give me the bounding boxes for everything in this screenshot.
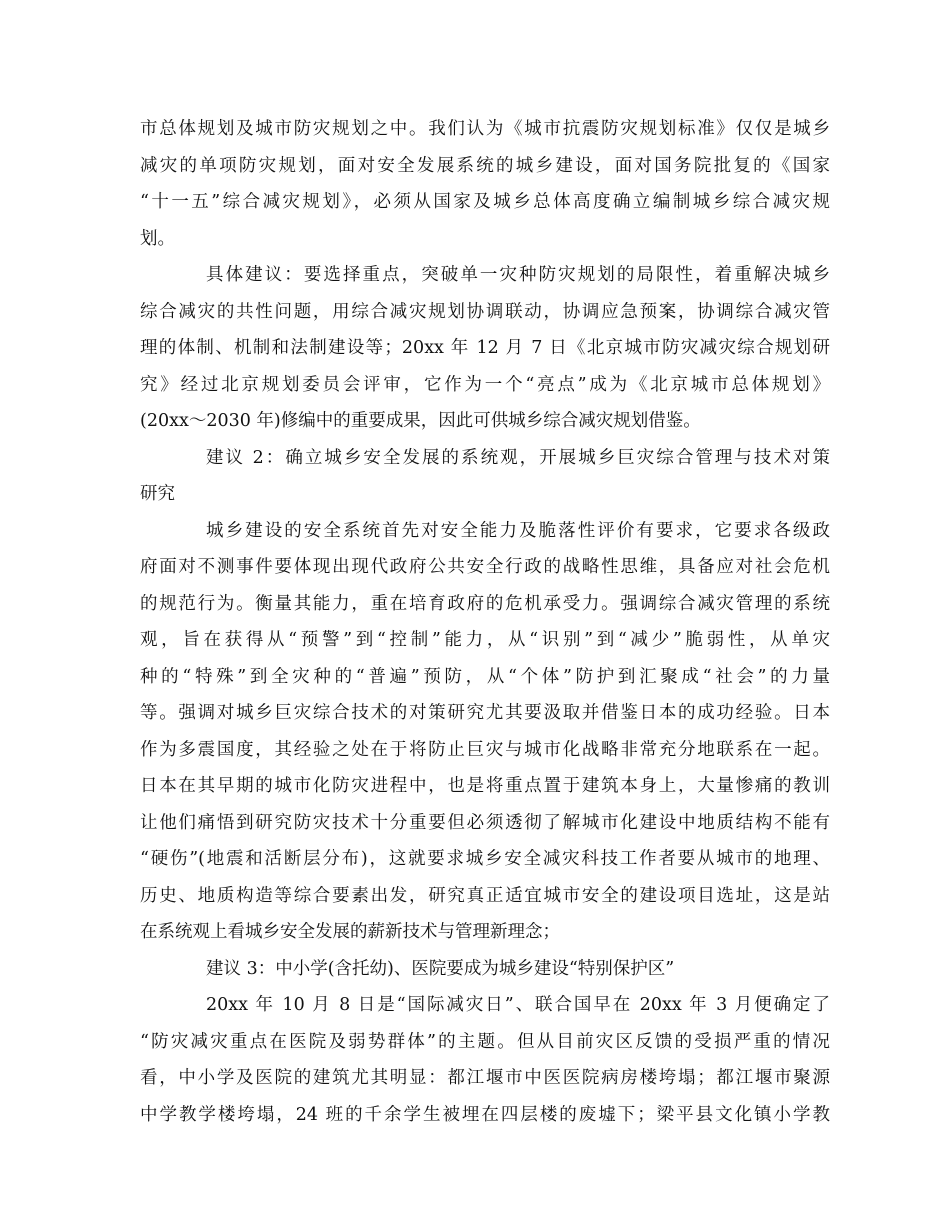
text-line: 观，旨在获得从“预警”到“控制”能力，从“识别”到“减少”脆弱性，从单灾	[140, 630, 830, 650]
text-line: 建议 3：中小学(含托幼)、医院要成为城乡建设“特别保护区”	[206, 958, 675, 979]
text-line: 建议 2：确立城乡安全发展的系统观，开展城乡巨灾综合管理与技术对策	[206, 447, 830, 468]
text-line: 的规范行为。衡量其能力，重在培育政府的危机承受力。强调综合减灾管理的系统	[140, 593, 830, 614]
text-line: 等。强调对城乡巨灾综合技术的对策研究尤其要汲取并借鉴日本的成功经验。日本	[140, 703, 830, 723]
text-line: 20xx 年 10 月 8 日是“国际减灾日”、联合国早在 20xx 年 3 月便确定了	[206, 995, 830, 1015]
text-line: 究》经过北京规划委员会评审，它作为一个“亮点”成为《北京城市总体规划》	[140, 374, 830, 395]
text-line: “硬伤”(地震和活断层分布)，这就要求城乡安全减灾科技工作者要从城市的地理、	[140, 849, 830, 869]
text-line: (20xx～2030 年)修编中的重要成果，因此可供城乡综合减灾规划借鉴。	[140, 411, 701, 431]
text-line: 看，中小学及医院的建筑尤其明显：都江堰市中医医院病房楼垮塌；都江堰市聚源	[140, 1068, 830, 1088]
text-line: 作为多震国度，其经验之处在于将防止巨灾与城市化战略非常充分地联系在一起。	[140, 739, 830, 760]
text-line: 历史、地质构造等综合要素出发，研究真正适宜城市安全的建设项目选址，这是站	[140, 885, 830, 906]
text-line: 综合减灾的共性问题，用综合减灾规划协调联动，协调应急预案，协调综合减灾管	[140, 301, 830, 322]
text-line: 市总体规划及城市防灾规划之中。我们认为《城市抗震防灾规划标准》仅仅是城乡	[140, 119, 830, 139]
text-line: 划。	[140, 228, 175, 249]
text-line: 研究	[140, 484, 175, 504]
text-line: 具体建议：要选择重点，突破单一灾种防灾规划的局限性，着重解决城乡	[206, 265, 830, 285]
text-line: 日本在其早期的城市化防灾进程中，也是将重点置于建筑本身上，大量惨痛的教训	[140, 776, 830, 796]
text-line: 让他们痛悟到研究防灾技术十分重要但必须透彻了解城市化建设中地质结构不能有	[140, 812, 830, 833]
body-text	[140, 111, 830, 1133]
text-line: 在系统观上看城乡安全发展的薪新技术与管理新理念；	[140, 922, 560, 942]
text-line: “十一五”综合减灾规划》，必须从国家及城乡总体高度确立编制城乡综合减灾规	[140, 192, 830, 212]
text-line: 减灾的单项防灾规划，面对安全发展系统的城乡建设，面对国务院批复的《国家	[140, 155, 830, 176]
text-line: 种的“特殊”到全灾种的“普遍”预防，从“个体”防护到汇聚成“社会”的力量	[140, 666, 830, 687]
text-line: “防灾减灾重点在医院及弱势群体”的主题。但从目前灾区反馈的受损严重的情况	[140, 1031, 830, 1052]
text-line: 中学教学楼垮塌，24 班的千余学生被埋在四层楼的废墟下；梁平县文化镇小学教	[140, 1104, 830, 1125]
text-line: 城乡建设的安全系统首先对安全能力及脆落性评价有要求，它要求各级政	[206, 520, 830, 541]
text-line: 理的体制、机制和法制建设等；20xx 年 12 月 7 日《北京城市防灾减灾综合规划研	[140, 338, 830, 358]
text-line: 府面对不测事件要体现出现代政府公共安全行政的战略性思维，具备应对社会危机	[140, 557, 830, 577]
